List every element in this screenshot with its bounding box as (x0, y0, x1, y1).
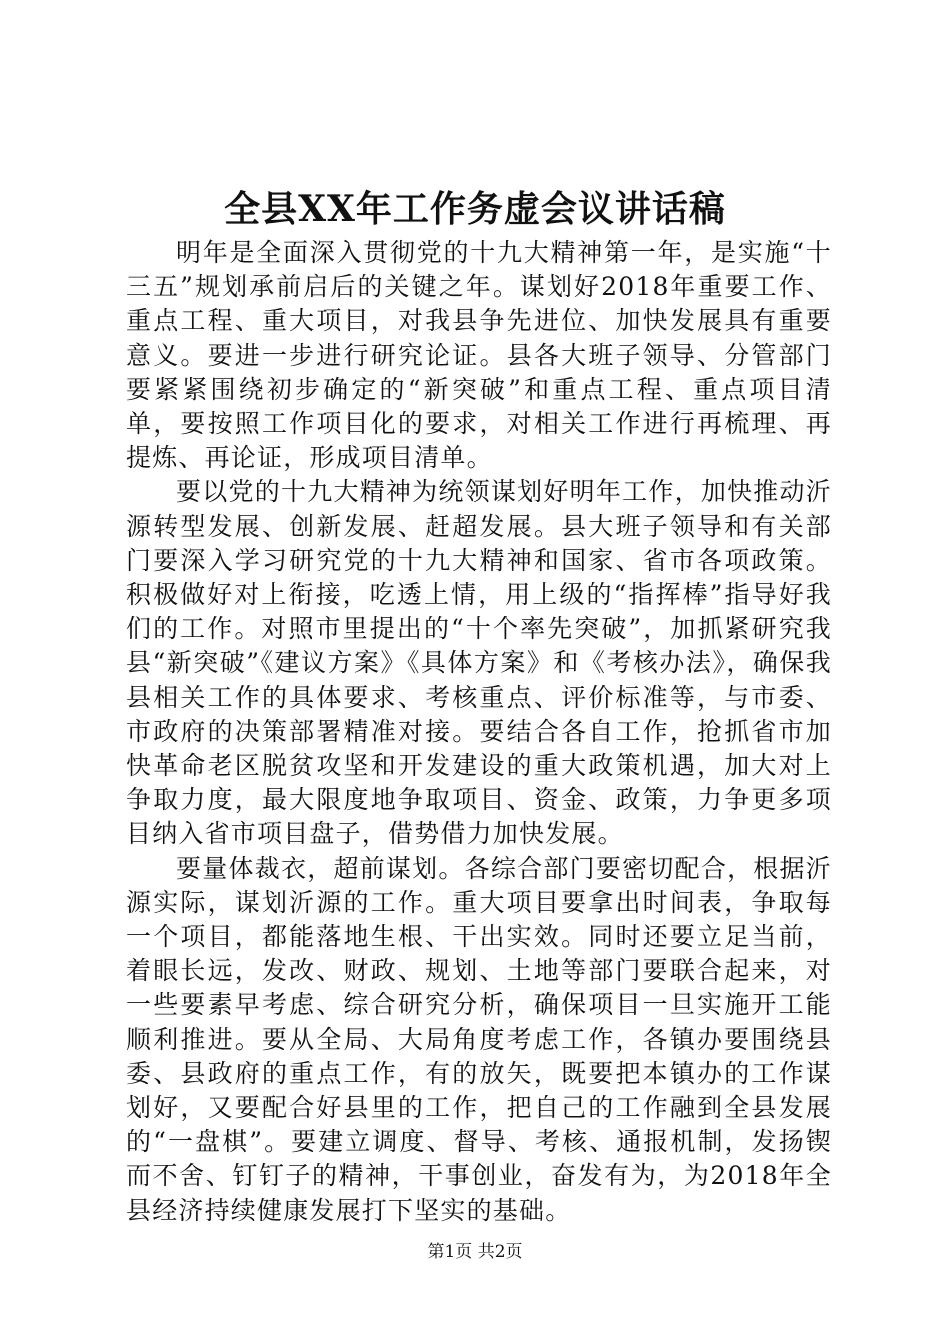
paragraph-3: 要量体裁衣，超前谋划。各综合部门要密切配合，根据沂源实际，谋划沂源的工作。重大项目要拿出时间表，争取每一个项目，都能落地生根、干出实效。同时还要立足当前，着眼长远，发改、财政、规划、土地等部门要联合起来，对一些要素早考虑、综合研究分析，确保项目一旦实施开工能顺利推进。要从全局、大局角度考虑工作，各镇办要围绕县委、县政府的重点工作，有的放矢，既要把本镇办的工作谋划好，又要配合好县里的工作，把自己的工作融到全县发展的“一盘棋”。要建立调度、督导、考核、通报机制，发扬锲而不舍、钉钉子的精神，干事创业，奋发有为，为2018年全县经济持续健康发展打下坚实的基础。 (126, 853, 832, 1225)
document-title: 全县XX年工作务虚会议讲话稿 (224, 188, 726, 230)
page-footer (0, 1240, 950, 1264)
document-body (126, 236, 832, 1228)
page-indicator: 第1页 共2页 (427, 1242, 523, 1262)
paragraph-1: 明年是全面深入贯彻党的十九大精神第一年，是实施“十三五”规划承前启后的关键之年。谋划好2018年重要工作、重点工程、重大项目，对我县争先进位、加快发展具有重要意义。要进一步进行研究论证。县各大班子领导、分管部门要紧紧围绕初步确定的“新突破”和重点工程、重点项目清单，要按照工作项目化的要求，对相关工作进行再梳理、再提炼、再论证，形成项目清单。 (126, 238, 832, 473)
paragraph-2: 要以党的十九大精神为统领谋划好明年工作，加快推动沂源转型发展、创新发展、赶超发展。县大班子领导和有关部门要深入学习研究党的十九大精神和国家、省市各项政策。积极做好对上衔接，吃透上情，用上级的“指挥棒”指导好我们的工作。对照市里提出的“十个率先突破”，加抓紧研究我县“新突破”《建议方案》《具体方案》和《考核办法》，确保我县相关工作的具体要求、考核重点、评价标准等，与市委、市政府的决策部署精准对接。要结合各自工作，抢抓省市加快革命老区脱贫攻坚和开发建设的重大政策机遇，加大对上争取力度，最大限度地争取项目、资金、政策，力争更多项目纳入省市项目盘子，借势借力加快发展。 (126, 477, 832, 849)
